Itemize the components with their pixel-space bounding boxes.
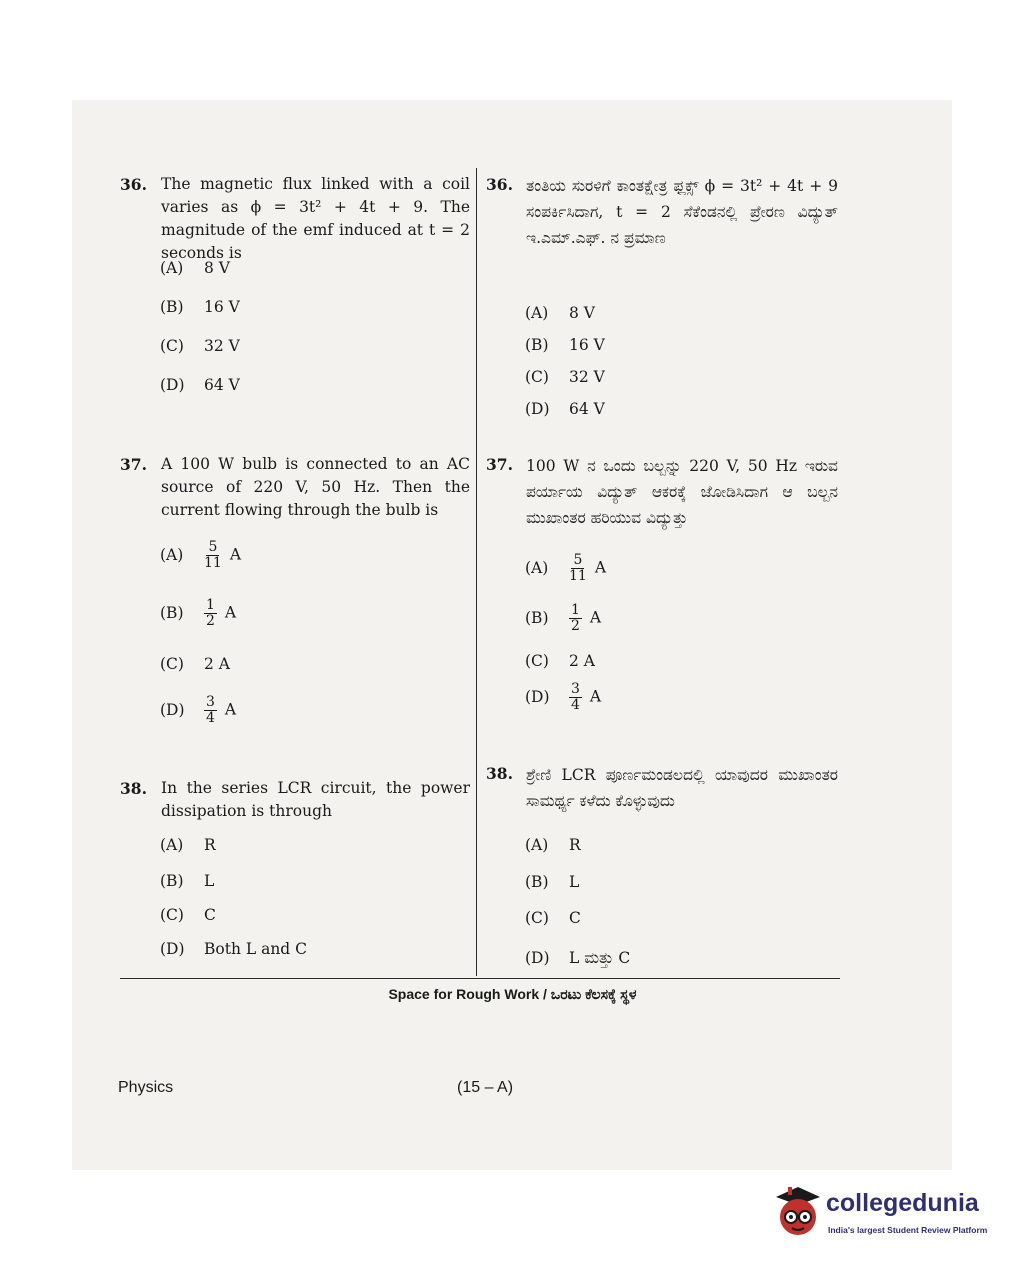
option-d: (D) Both L and C [160, 940, 308, 958]
option-b: (B) 16 V [160, 298, 240, 316]
option-c: (C) C [525, 909, 581, 927]
option-c: (C) 2 A [525, 652, 595, 670]
question-text: ಶ್ರೇಣಿ LCR ಪೂರ್ಣಮಂಡಲದಲ್ಲಿ ಯಾವುದರ ಮುಖಾಂತರ ಸಾಮರ್ಥ್ಯ ಕಳೆದು ಕೊಳ್ಳುವುದು [526, 766, 838, 810]
question-number: 37. [486, 455, 513, 474]
question-number: 36. [486, 175, 513, 194]
option-a: (A) R [160, 836, 216, 854]
option-a: (A) $\frac{5}{11}$ A [160, 539, 242, 571]
option-b: (B) $\frac{1}{2}$ A [160, 597, 237, 629]
brand-tagline: India's largest Student Review Platform [828, 1225, 988, 1235]
bottom-rule [120, 978, 840, 979]
collegedunia-logo [768, 1183, 998, 1243]
subject-label: Physics [118, 1079, 174, 1096]
option-a: (A) $\frac{5}{11}$ A [525, 552, 607, 584]
mascot-icon [768, 1183, 824, 1243]
option-b: (B) $\frac{1}{2}$ A [525, 602, 602, 634]
question-text: 100 W ನ ಒಂದು ಬಲ್ಬನ್ನು 220 V, 50 Hz ಇರುವ ಪರ್ಯಾಯ ವಿದ್ಯುತ್ ಆಕರಕ್ಕೆ ಜೋಡಿಸಿದಾಗ ಆ ಬಲ್ಬನ ಮುಖಾಂತರ ಹರಿಯುವ ವಿದ್ಯುತ್ತು [526, 457, 838, 527]
question-number: 37. [120, 455, 147, 474]
option-c: (C) C [160, 906, 216, 924]
option-d: (D) 64 V [525, 400, 605, 418]
option-b: (B) L [160, 872, 215, 890]
question-text: ತಂತಿಯ ಸುರಳಿಗೆ ಕಾಂತಕ್ಷೇತ್ರ ಫ್ಲಕ್ಸ್ ϕ = 3t² + 4t + 9 ಸಂಪರ್ಕಿಸಿದಾಗ, t = 2 ಸೆಕೆಂಡನಲ್ಲಿ ಪ್ರೇರಣ ವಿದ್ಯುತ್ ಇ.ಎಮ್.ಎಫ್. ನ ಪ್ರಮಾಣ [526, 177, 838, 247]
option-d: (D) 64 V [160, 376, 240, 394]
question-number: 36. [120, 175, 147, 194]
question-text: The magnetic flux linked with a coil varies as ϕ = 3t² + 4t + 9. The magnitude of the emf induced at t = 2 seconds is [161, 175, 470, 262]
option-c: (C) 2 A [160, 655, 230, 673]
brand-name: collegedunia [826, 1189, 979, 1217]
question-number: 38. [486, 764, 513, 783]
option-d: (D) $\frac{3}{4}$ A [525, 681, 602, 713]
page-number: (15 – A) [457, 1079, 514, 1096]
option-a: (A) 8 V [160, 259, 230, 277]
option-d: (D) L ಮತ್ತು C [525, 949, 631, 967]
option-b: (B) 16 V [525, 336, 605, 354]
column-divider [476, 168, 477, 976]
option-b: (B) L [525, 873, 580, 891]
question-number: 38. [120, 779, 147, 798]
option-d: (D) $\frac{3}{4}$ A [160, 694, 237, 726]
option-a: (A) R [525, 836, 581, 854]
question-text: In the series LCR circuit, the power dissipation is through [161, 779, 470, 820]
rough-work-label: Space for Rough Work / ಒರಟು ಕೆಲಸಕ್ಕೆ ಸ್ಥಳ [388, 986, 637, 1002]
option-a: (A) 8 V [525, 304, 595, 322]
question-text: A 100 W bulb is connected to an AC source of 220 V, 50 Hz. Then the current flowing through the bulb is [161, 455, 470, 519]
option-c: (C) 32 V [160, 337, 240, 355]
option-c: (C) 32 V [525, 368, 605, 386]
